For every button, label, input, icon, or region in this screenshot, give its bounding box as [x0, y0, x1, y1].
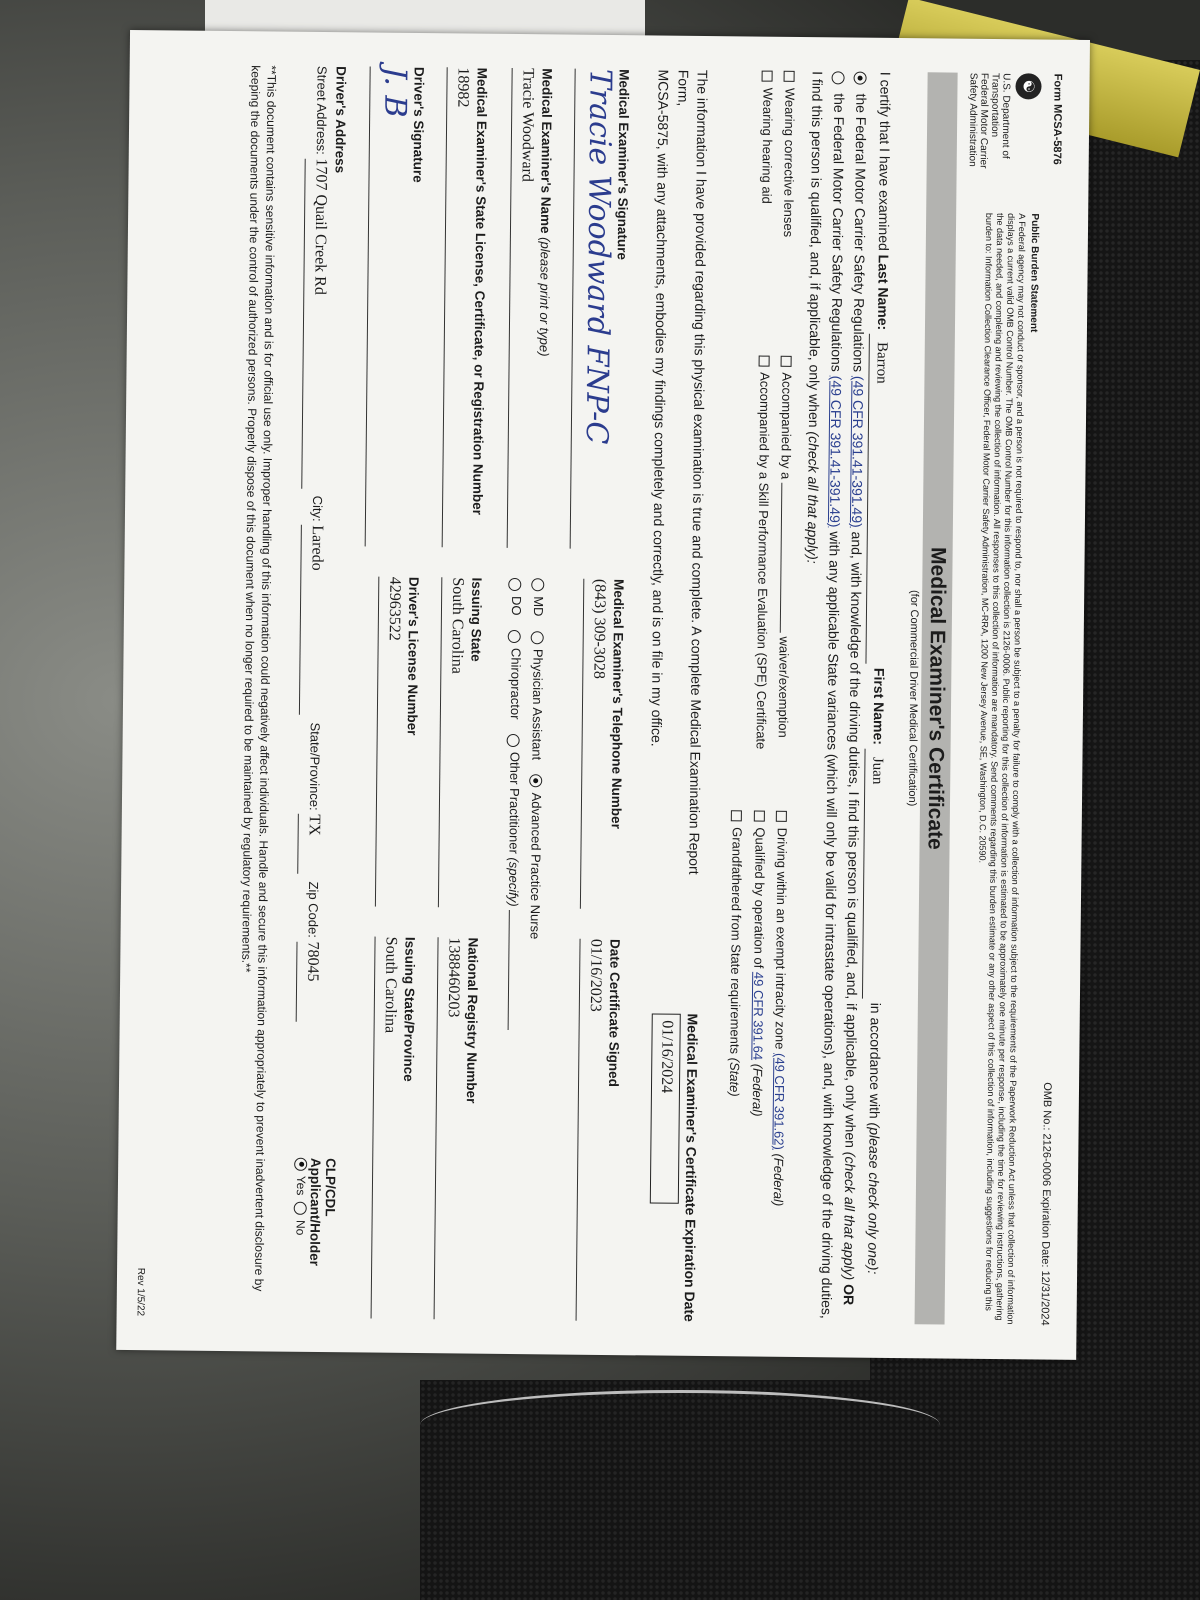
form-header: [1039, 74, 1064, 1326]
other-practitioner-field[interactable]: [507, 910, 509, 1030]
zip-label: Zip Code:: [305, 881, 322, 938]
state-variances-radio[interactable]: [832, 71, 845, 84]
corrective-lenses-checkbox[interactable]: [783, 71, 794, 82]
option2-hint: (check all that apply):: [804, 431, 823, 564]
certification-section: [721, 70, 896, 1324]
hearing-aid-checkbox[interactable]: [761, 71, 772, 82]
clp-cdl-label: CLP/CDL Applicant/Holder: [307, 1157, 339, 1267]
city-field[interactable]: Laredo: [299, 525, 329, 715]
last-name-label: Last Name:: [874, 254, 892, 331]
other-practitioner-radio[interactable]: [507, 734, 520, 747]
first-name-field[interactable]: Juan: [862, 749, 889, 999]
do-radio[interactable]: [509, 578, 522, 591]
agency-block: [966, 73, 1041, 214]
grandfathered-label: Grandfathered from State requirements: [727, 827, 746, 1055]
do-label: DO: [508, 595, 524, 616]
pa-radio[interactable]: [530, 631, 543, 644]
burden-section: [955, 73, 1042, 1326]
last-name-field[interactable]: Barron: [865, 334, 893, 664]
agency-line3: Safety Administration: [966, 72, 979, 167]
clp-no-label: No: [293, 1219, 309, 1236]
date-signed-field[interactable]: 01/16/2023: [575, 939, 607, 1321]
grandfathered-tail: (State): [727, 1057, 743, 1097]
clp-yes-label: Yes: [294, 1175, 309, 1196]
driver-signature-label: Driver's Signature: [410, 66, 428, 183]
driver-address-row: [293, 66, 350, 1318]
footer-notice: **This document contains sensitive information and is for official use only. Improper handling of this information could negatively affect individuals. Handle and secure this information appropriately to prevent inadvertent disclosure by keeping the documents under the control of authorized persons. Properly dispose of this document when no longer required to be maintained by regulatory requirements.**: [239, 65, 279, 1292]
waiver-checkbox[interactable]: [780, 355, 791, 366]
examiner-signature[interactable]: Tracie Woodward FNP-C: [569, 69, 616, 549]
street-label: Street Address:: [313, 65, 330, 155]
burden-body: A Federal agency may not conduct or sponsor, and a person is not required to respond to, nor shall a person be subject to a penalty for failure to comply with a collection of information subject to the requirements of the Paperwork Reduction Act unless that collection of information displays a current valid OMB Control Number. The OMB Control Number for this information collection is 2126-0006. Public reporting for this collection of information is estimated to be approximately one minute per response, including the time for reviewing instructions, gathering the data needed, and completing and reviewing the collection of information. All responses to this collection of information are mandatory. Send comments regarding this burden estimate or any other aspect of this collection of information, including suggestions for reducing this burden to: Information Collection Clearance Officer, Federal Motor Carrier Safety Administration, MC-RRA, 1200 New Jersey Avenue, SE, Washington, D.C. 20590.: [977, 212, 1028, 1325]
clp-yes-radio[interactable]: [294, 1158, 307, 1171]
intracity-ref-link[interactable]: (49 CFR 391.62): [771, 1052, 788, 1150]
examiner-phone-field[interactable]: (843) 309-3028: [580, 579, 611, 909]
option2-ref-link[interactable]: (49 CFR 391.41-391.49): [826, 375, 845, 528]
first-name-label: First Name:: [870, 667, 888, 746]
corrective-lenses-label: Wearing corrective lenses: [780, 87, 798, 238]
street-field[interactable]: 1707 Quail Creek Rd: [301, 158, 332, 488]
operation-tail: (Federal): [749, 1063, 765, 1117]
apn-label: Advanced Practice Nurse: [527, 792, 544, 940]
option1-ref-link[interactable]: (49 CFR 391.41-391.49): [848, 375, 867, 528]
driver-issuing-state-label: Issuing State/Province: [401, 936, 419, 1082]
agency-line1: U.S. Department of Transportation: [988, 72, 1012, 159]
waiver-label-b: waiver/exemption: [775, 636, 792, 738]
driver-address-label: Driver's Address: [332, 66, 349, 174]
examiner-name-hint: (please print or type): [536, 237, 553, 357]
form-subtitle: (for Commercial Driver Medical Certification): [905, 589, 921, 807]
form-id: Form MCSA-5876: [1050, 73, 1064, 165]
grandfathered-checkbox[interactable]: [731, 810, 742, 821]
form-title: Medical Examiner's Certificate: [923, 547, 950, 850]
attestation-section: [640, 69, 712, 1322]
check-one-hint: (please check only one):: [865, 1122, 883, 1275]
spe-label: Accompanied by a Skill Performance Evaluation (SPE) Certificate: [753, 372, 773, 750]
other-practitioner-hint: (specify): [505, 857, 521, 907]
waiver-blank[interactable]: [779, 483, 782, 633]
attest-line2: MCSA-5875, with any attachments, embodies my findings completely and correctly, and is on file in my office.: [648, 69, 672, 747]
cable: [420, 1390, 940, 1460]
revision-label: Rev 1/5/22: [134, 1267, 147, 1317]
clp-no-radio[interactable]: [294, 1202, 307, 1215]
certify-intro: I certify that I have examined: [875, 71, 894, 251]
other-practitioner-label: Other Practitioner: [505, 751, 523, 854]
driver-license-field[interactable]: 42963522: [375, 577, 406, 907]
burden-heading: Public Burden Statement: [1027, 213, 1041, 333]
chiropractor-label: Chiropractor: [507, 647, 524, 720]
city-label: City:: [310, 495, 326, 522]
examiner-license-label: Medical Examiner's State License, Certificate, or Registration Number: [470, 67, 491, 516]
operation-label: Qualified by operation of: [750, 827, 768, 969]
waiver-label: Accompanied by a: [778, 372, 795, 480]
federal-regs-radio[interactable]: [853, 72, 866, 85]
md-label: MD: [530, 596, 546, 617]
intracity-tail: (Federal): [770, 1153, 787, 1207]
driver-issuing-state-field[interactable]: South Carolina: [371, 937, 403, 1319]
expiration-date-field[interactable]: 01/16/2024: [650, 1013, 680, 1203]
option1-text: the Federal Motor Carrier Safety Regulations: [850, 93, 870, 373]
examiner-name-field[interactable]: Tracie Woodward: [506, 68, 539, 548]
driver-license-label: Driver's License Number: [405, 576, 422, 736]
province-label: State/Province:: [306, 722, 323, 811]
intracity-label: Driving within an exempt intracity zone: [772, 827, 790, 1050]
medical-examiners-certificate: [116, 30, 1090, 1360]
examiner-issuing-state-field[interactable]: South Carolina: [438, 577, 469, 907]
expiration-box: [640, 1013, 702, 1322]
expiration-label: Medical Examiner's Certificate Expiration Date: [681, 1013, 702, 1322]
conditions-grid: [721, 70, 800, 1323]
spe-checkbox[interactable]: [758, 355, 769, 366]
option2-text: the Federal Motor Carrier Safety Regulations: [828, 93, 848, 372]
intracity-checkbox[interactable]: [775, 811, 786, 822]
examiner-issuing-state-label: Issuing State: [468, 577, 485, 662]
province-field[interactable]: TX: [297, 814, 326, 874]
chiropractor-radio[interactable]: [508, 630, 521, 643]
burden-statement: [955, 213, 1041, 1326]
or-label: OR: [840, 1284, 857, 1306]
credential-options: [497, 578, 549, 1320]
option1-hint: (check all that apply): [840, 1151, 859, 1281]
md-radio[interactable]: [531, 578, 544, 591]
national-registry-label: National Registry Number: [464, 937, 482, 1104]
attest-line1: The information I have provided regarding this physical examination is true and complete. A complete Medical Examination Report Form,: [675, 69, 712, 875]
date-signed-label: Date Certificate Signed: [605, 938, 623, 1087]
accordance-text: in accordance with: [866, 1002, 884, 1119]
examiner-signature-label: Medical Examiner's Signature: [614, 69, 632, 260]
apn-radio[interactable]: [529, 775, 542, 788]
zip-field[interactable]: 78045: [296, 941, 325, 1021]
operation-ref-link[interactable]: 49 CFR 391.64: [749, 971, 766, 1061]
examiner-name-label: Medical Examiner's Name: [537, 68, 555, 234]
examiner-license-field[interactable]: 18982: [442, 67, 475, 547]
omb-number: OMB No.: 2126-0006 Expiration Date: 12/31/2024: [1038, 1082, 1054, 1326]
dot-logo-icon: ☯: [1015, 73, 1041, 99]
operation-checkbox[interactable]: [753, 810, 764, 821]
pa-label: Physician Assistant: [529, 648, 546, 761]
examiner-driver-fields: [293, 66, 632, 1321]
agency-line2: Federal Motor Carrier: [977, 72, 990, 169]
examiner-phone-label: Medical Examiner's Telephone Number: [608, 579, 626, 829]
option1-text-b: and, with knowledge of the driving duties, I find this person is qualified, and, if applicable, only when: [842, 531, 865, 1149]
national-registry-field[interactable]: 1388460203: [434, 937, 466, 1319]
hearing-aid-label: Wearing hearing aid: [758, 87, 776, 204]
option2-text-b: with any applicable State variances (which will only be valid for intrastate operations), and, with knowledge of the driving duties, I find this person is qualified, and, if applicable, only when: [806, 71, 843, 1319]
driver-signature[interactable]: J. B: [365, 66, 412, 546]
